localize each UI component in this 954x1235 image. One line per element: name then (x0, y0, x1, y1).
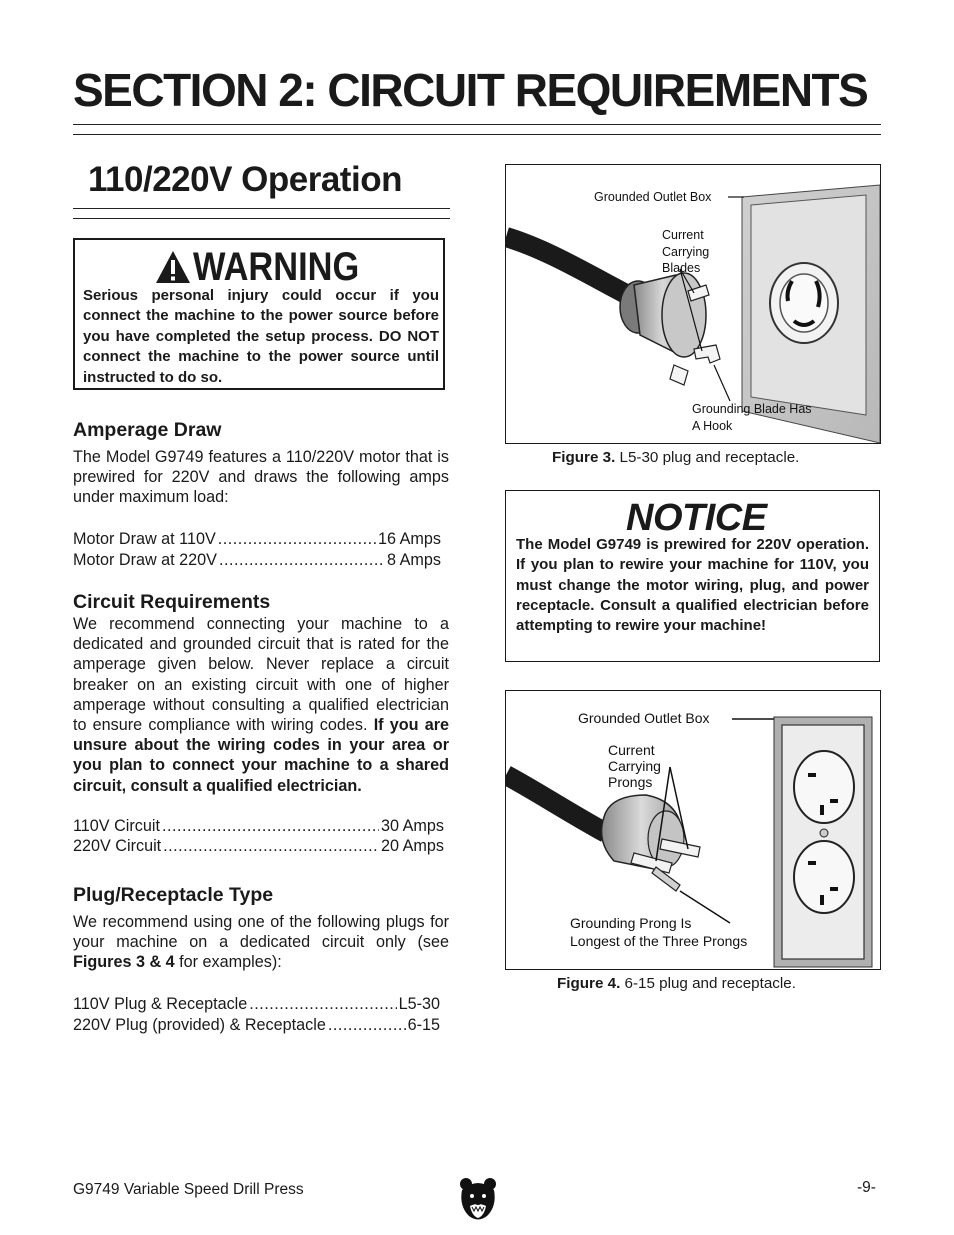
warning-header (155, 244, 386, 290)
fig3-label-blades-1: Current (662, 228, 704, 242)
circuit-heading: Circuit Requirements (73, 591, 271, 613)
circuit-row-110 (73, 816, 444, 837)
figure-3-caption (552, 448, 799, 468)
warning-label: WARNING (193, 245, 360, 289)
leader-dots (219, 550, 385, 571)
footer-product-name: G9749 Variable Speed Drill Press (73, 1181, 304, 1198)
header-rule-top (73, 124, 881, 125)
fig3-label-outlet: Grounded Outlet Box (594, 190, 712, 204)
notice-box (505, 490, 880, 662)
plug-paragraph (73, 912, 449, 973)
fig3-label-ground-2: A Hook (692, 419, 733, 433)
spec-value: 20 Amps (381, 837, 444, 855)
figure-4-caption (557, 974, 796, 994)
spec-label: Motor Draw at 220V (73, 551, 217, 569)
spec-value: 8 Amps (387, 551, 441, 569)
leader-ground (714, 365, 730, 401)
leader-dots (218, 529, 376, 550)
leader-dots (328, 1015, 406, 1036)
receptacle-top-slot-l (808, 773, 816, 777)
leader-dots (249, 994, 396, 1015)
plug-blade-3 (670, 365, 688, 385)
spec-value: 6-15 (407, 1016, 440, 1034)
figure-3 (505, 164, 881, 444)
bear-logo-icon (459, 1176, 497, 1222)
spec-label: 220V Plug (provided) & Receptacle (73, 1016, 326, 1034)
plate-screw-icon (820, 829, 828, 837)
plug-paragraph-end: for examples): (179, 953, 282, 972)
figure-3-caption-label: Figure 3. (552, 449, 616, 466)
amperage-row-220 (73, 550, 441, 571)
page-number: -9- (857, 1179, 876, 1196)
receptacle-top-ground (820, 805, 824, 815)
figure-4-illustration (506, 691, 880, 969)
figure-4 (505, 690, 881, 970)
page-title: SECTION 2: CIRCUIT REQUIREMENTS (73, 64, 868, 116)
fig3-label-blades-2: Carrying (662, 245, 710, 259)
plug-blade-2 (694, 345, 720, 363)
subtitle-rule-top (73, 208, 450, 209)
plug-paragraph-bold: Figures 3 & 4 (73, 953, 175, 972)
fig4-label-prongs-3: Prongs (608, 774, 653, 790)
receptacle-top-slot-r (830, 799, 838, 803)
fig4-label-ground-2: Longest of the Three Prongs (570, 933, 748, 949)
plug-row-220 (73, 1015, 440, 1036)
subtitle-rule-bottom (73, 218, 450, 219)
fig4-label-prongs-2: Carrying (608, 758, 661, 774)
spec-value: L5-30 (398, 995, 440, 1013)
warning-triangle-icon (155, 250, 191, 284)
fig4-label-outlet: Grounded Outlet Box (578, 710, 710, 726)
header-rule-bottom (73, 134, 881, 135)
spec-label: 220V Circuit (73, 837, 162, 855)
section-subtitle: 110/220V Operation (88, 160, 402, 199)
receptacle-bottom-slot-l (808, 861, 816, 865)
receptacle-bottom-ground (820, 895, 824, 905)
warning-text: Serious personal injury could occur if you connect the machine to the power source before you have completed the setup process. DO NOT connect the machine to the power source until instructed to do so. (83, 287, 439, 386)
spec-value: 30 Amps (381, 817, 444, 835)
power-cord (506, 775, 606, 833)
power-cord (506, 237, 628, 295)
amperage-heading: Amperage Draw (73, 419, 222, 441)
warning-box (73, 238, 445, 390)
spec-label: 110V Circuit (73, 817, 160, 835)
plug-heading: Plug/Receptacle Type (73, 884, 274, 906)
figure-3-caption-text: L5-30 plug and receptacle. (619, 449, 800, 466)
amperage-row-110 (73, 529, 441, 550)
fig3-label-blades-3: Blades (662, 261, 701, 275)
notice-label: NOTICE (626, 497, 767, 539)
plug-paragraph-start: We recommend using one of the following plugs for your machine on a dedicated circuit only (see (73, 913, 449, 952)
leader-dots (162, 816, 379, 837)
spec-value: 16 Amps (378, 530, 441, 548)
fig4-label-ground-1: Grounding Prong Is (570, 915, 692, 931)
spec-label: 110V Plug & Receptacle (73, 995, 248, 1013)
leader-dots (163, 836, 379, 857)
notice-text: The Model G9749 is prewired for 220V operation. If you plan to rewire your machine for 110V, you must change the motor wiring, plug, and power receptacle. Consult a qualified electrician before attempting to rewire your machine! (516, 536, 869, 635)
spec-label: Motor Draw at 110V (73, 530, 216, 548)
receptacle-bottom-slot-r (830, 887, 838, 891)
circuit-paragraph-bold: If you are unsure about the wiring codes in your area or you plan to connect your machine to a shared circuit, consult a qualified electrician. (73, 716, 450, 795)
figure-4-caption-label: Figure 4. (557, 975, 621, 992)
circuit-paragraph (73, 614, 449, 796)
amperage-paragraph: The Model G9749 features a 110/220V motor that is prewired for 220V and draws the following amps under maximum load: (73, 448, 449, 507)
figure-4-caption-text: 6-15 plug and receptacle. (624, 975, 796, 992)
plug-row-110 (73, 994, 440, 1015)
circuit-paragraph-text: We recommend connecting your machine to a dedicated and grounded circuit that is rated for the amperage given below. Never replace a circuit breaker on an existing circuit with one of higher amperage without consulting a qualified electrician to ensure compliance with wiring codes. (73, 615, 449, 735)
fig3-label-ground-1: Grounding Blade Has (692, 402, 812, 416)
circuit-row-220 (73, 836, 444, 857)
fig4-label-prongs-1: Current (608, 742, 655, 758)
figure-3-illustration (506, 165, 880, 443)
